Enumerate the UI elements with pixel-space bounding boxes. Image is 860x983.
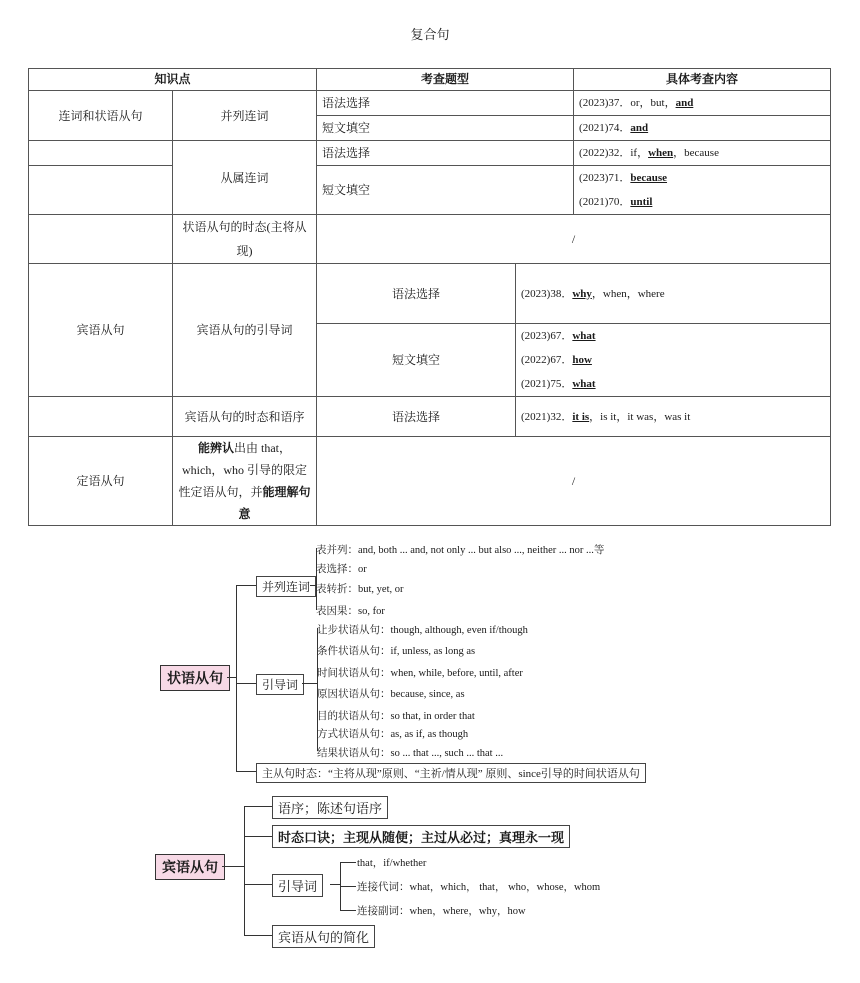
group-attr: 定语从句 bbox=[29, 437, 173, 526]
tense-value: / bbox=[317, 215, 831, 264]
adverbial-root: 状语从句 bbox=[160, 665, 230, 691]
object-order-type: 语法选择 bbox=[317, 397, 516, 437]
intro-item: 目的状语从句：so that, in order that bbox=[317, 711, 475, 722]
intro-item: 让步状语从句：though, although, even if/though bbox=[317, 625, 528, 636]
object-root: 宾语从句 bbox=[155, 854, 225, 880]
intro-item: 条件状语从句：if, unless, as long as bbox=[317, 646, 476, 657]
coord-r2-type: 短文填空 bbox=[317, 116, 574, 141]
sub-label: 从属连词 bbox=[173, 141, 317, 215]
sub-r2-content: (2023)71．because (2021)70．until bbox=[574, 166, 831, 215]
group-object: 宾语从句 bbox=[29, 264, 173, 397]
coord-item: 表并列：and, both ... and, not only ... but also ..., neither ... nor ...等 bbox=[316, 545, 605, 556]
coord-r1-content: (2023)37．or，but，and bbox=[574, 91, 831, 116]
object-r2-content: (2023)67．what (2022)67．how (2021)75．what bbox=[516, 324, 831, 397]
object-r1-type: 语法选择 bbox=[317, 264, 516, 324]
object-r1-content: (2023)38．why，when，where bbox=[516, 264, 831, 324]
sub-r2-type: 短文填空 bbox=[317, 166, 574, 215]
coord-item: 表因果：so, for bbox=[316, 606, 385, 617]
object-intro-item: 连接副词：when，where，why，how bbox=[357, 906, 526, 917]
object-intro-item: that，if/whether bbox=[357, 858, 427, 869]
coord-item: 表选择：or bbox=[316, 564, 367, 575]
tense-rule-box: 时态口诀；主现从随便；主过从必过；真理永一现 bbox=[272, 825, 570, 848]
intro-word-box: 引导词 bbox=[256, 674, 304, 695]
intro-item: 时间状语从句：when, while, before, until, after bbox=[317, 668, 523, 679]
header-question-type: 考查题型 bbox=[317, 69, 574, 91]
group-conj: 连词和状语从句 bbox=[29, 91, 173, 141]
object-order-content: (2021)32．it is，is it，it was，was it bbox=[516, 397, 831, 437]
coord-r2-content: (2021)74．and bbox=[574, 116, 831, 141]
coord-r1-type: 语法选择 bbox=[317, 91, 574, 116]
intro-item: 原因状语从句：because, since, as bbox=[317, 689, 465, 700]
object-intro-label: 宾语从句的引导词 bbox=[173, 264, 317, 397]
coord-label: 并列连词 bbox=[173, 91, 317, 141]
sub-r1-content: (2022)32．if，when，because bbox=[574, 141, 831, 166]
object-intro-item: 连接代词：what，which， that， who，whose，whom bbox=[357, 882, 601, 893]
coord-item: 表转折：but, yet, or bbox=[316, 584, 404, 595]
simplify-box: 宾语从句的简化 bbox=[272, 925, 375, 948]
object-r2-type: 短文填空 bbox=[317, 324, 516, 397]
header-knowledge: 知识点 bbox=[29, 69, 317, 91]
tense-box: 主从句时态：“主将从现”原则、“主祈/情从现” 原则、since引导的时间状语从句 bbox=[256, 763, 646, 783]
page-title: 复合句 bbox=[410, 27, 450, 42]
object-order-label: 宾语从句的时态和语序 bbox=[173, 397, 317, 437]
attr-value: / bbox=[317, 437, 831, 526]
attr-desc: 能辨认出由 that，which，who 引导的限定性定语从句，并能理解句意 bbox=[173, 437, 317, 526]
tense-label: 状语从句的时态(主将从现) bbox=[173, 215, 317, 264]
object-intro-box: 引导词 bbox=[272, 874, 323, 897]
header-content: 具体考查内容 bbox=[574, 69, 831, 91]
sub-r1-type: 语法选择 bbox=[317, 141, 574, 166]
coord-conj-box: 并列连词 bbox=[256, 576, 316, 597]
word-order-box: 语序；陈述句语序 bbox=[272, 796, 388, 819]
intro-item: 结果状语从句：so ... that ..., such ... that ... bbox=[317, 748, 504, 759]
intro-item: 方式状语从句：as, as if, as though bbox=[317, 729, 469, 740]
